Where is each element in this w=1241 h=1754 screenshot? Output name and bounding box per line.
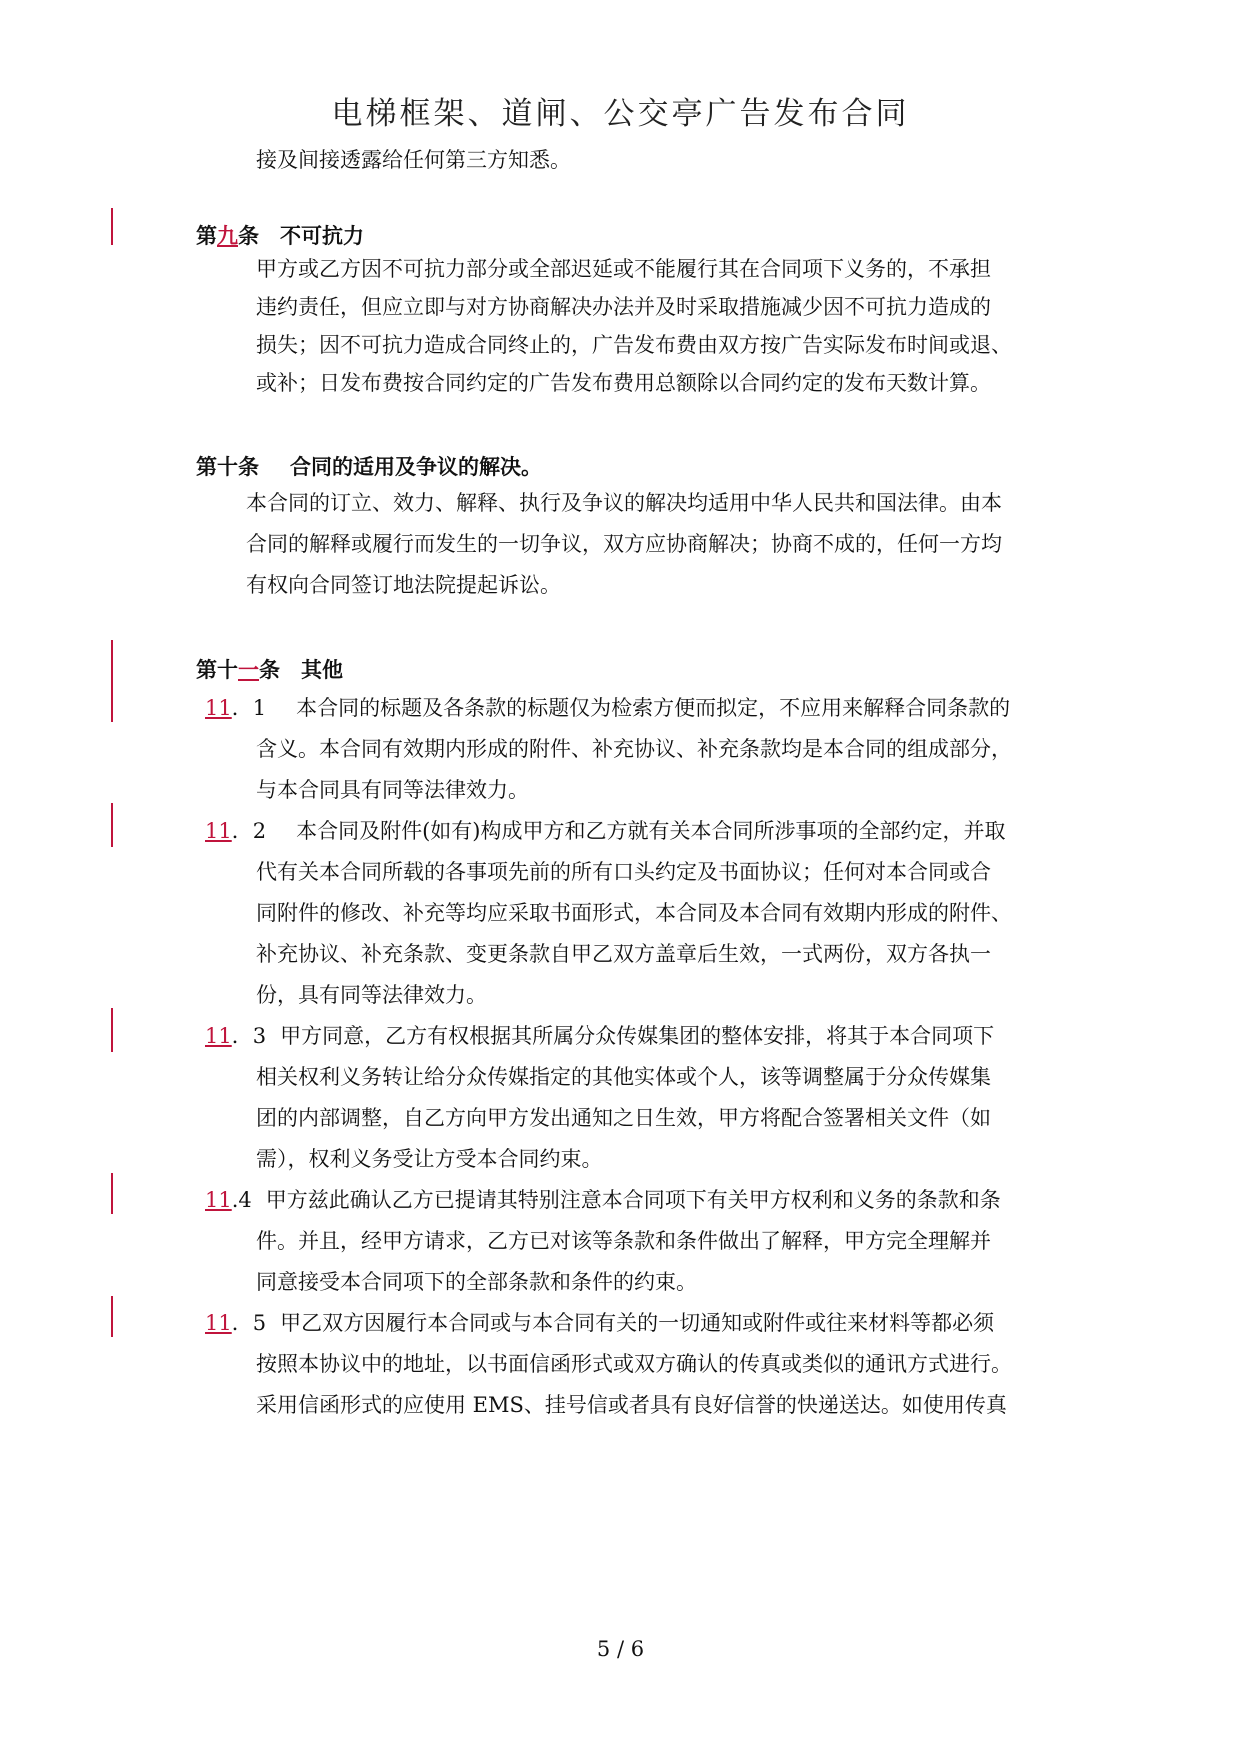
revision-bar [111, 1008, 113, 1052]
clause-number: 11 [205, 696, 232, 720]
clause-number: 11 [205, 1311, 232, 1335]
article-suffix: 条 [259, 658, 280, 682]
article-label: 第十条 [196, 455, 259, 479]
clause-11-4 [205, 1177, 1001, 1223]
clause-11-5 [205, 1300, 994, 1346]
clause-line: 相关权利义务转让给分众传媒指定的其他实体或个人，该等调整属于分众传媒集 [256, 1065, 991, 1089]
clause-sub: ．3 [231, 1024, 267, 1048]
clause-line: 与本合同具有同等法律效力。 [256, 778, 529, 802]
clause-line: 补充协议、补充条款、变更条款自甲乙双方盖章后生效，一式两份，双方各执一 [256, 942, 991, 966]
clause-number: 11 [205, 819, 232, 843]
article-prefix: 第 [196, 224, 217, 248]
article-11-heading [196, 654, 343, 684]
article-title: 不可抗力 [280, 224, 364, 248]
article-10-heading [196, 451, 542, 481]
article-suffix: 条 [238, 224, 259, 248]
article-title: 其他 [301, 658, 343, 682]
clause-first-line: 甲乙双方因履行本合同或与本合同有关的一切通知或附件或往来材料等都必须 [280, 1311, 995, 1335]
article-9-line: 甲方或乙方因不可抗力部分或全部迟延或不能履行其在合同项下义务的，不承担 [256, 257, 991, 281]
article-prefix: 第十 [196, 658, 238, 682]
clause-first-line: 本合同的标题及各条款的标题仅为检索方便而拟定，不应用来解释合同条款的 [296, 696, 1011, 720]
clause-first-line: 本合同及附件(如有)构成甲方和乙方就有关本合同所涉事项的全部约定，并取 [296, 819, 1006, 843]
revision-bar [111, 1173, 113, 1214]
clause-11-3 [205, 1013, 994, 1059]
clause-line: 按照本协议中的地址，以书面信函形式或双方确认的传真或类似的通讯方式进行。 [256, 1352, 1012, 1376]
clause-line: 件。并且，经甲方请求，乙方已对该等条款和条件做出了解释，甲方完全理解并 [256, 1229, 991, 1253]
article-number: 九 [217, 224, 238, 248]
clause-sub: .4 [231, 1188, 252, 1212]
clause-line: 份，具有同等法律效力。 [256, 983, 487, 1007]
clause-line: 同附件的修改、补充等均应采取书面形式，本合同及本合同有效期内形成的附件、 [256, 901, 1012, 925]
page-title: 电梯框架、道闸、公交亭广告发布合同 [331, 96, 910, 132]
clause-number: 11 [205, 1024, 232, 1048]
revision-bar [111, 640, 113, 722]
article-9-line: 违约责任，但应立即与对方协商解决办法并及时采取措施减少因不可抗力造成的 [256, 295, 991, 319]
clause-line: 需），权利义务受让方受本合同约束。 [256, 1147, 603, 1171]
article-10-line: 合同的解释或履行而发生的一切争议，双方应协商解决；协商不成的，任何一方均 [246, 532, 1002, 556]
revision-bar [111, 1296, 113, 1337]
clause-first-line: 甲方同意，乙方有权根据其所属分众传媒集团的整体安排，将其于本合同项下 [280, 1024, 995, 1048]
clause-line: 采用信函形式的应使用 EMS、挂号信或者具有良好信誉的快递送达。如使用传真 [256, 1393, 1007, 1417]
page-number: 5 / 6 [596, 1637, 645, 1661]
article-10-line: 有权向合同签订地法院提起诉讼。 [246, 573, 561, 597]
article-9-line: 损失；因不可抗力造成合同终止的，广告发布费由双方按广告实际发布时间或退、 [256, 333, 1012, 357]
clause-sub: ．2 [231, 819, 267, 843]
clause-line: 代有关本合同所载的各事项先前的所有口头约定及书面协议；任何对本合同或合 [256, 860, 991, 884]
revision-bar [111, 803, 113, 847]
clause-line: 含义。本合同有效期内形成的附件、补充协议、补充条款均是本合同的组成部分， [256, 737, 1012, 761]
clause-line: 同意接受本合同项下的全部条款和条件的约束。 [256, 1270, 697, 1294]
clause-sub: ．1 [231, 696, 267, 720]
article-title: 合同的适用及争议的解决。 [290, 455, 542, 479]
article-9-line: 或补；日发布费按合同约定的广告发布费用总额除以合同约定的发布天数计算。 [256, 371, 991, 395]
clause-first-line: 甲方兹此确认乙方已提请其特别注意本合同项下有关甲方权利和义务的条款和条 [265, 1188, 1001, 1212]
clause-11-2 [205, 808, 1006, 854]
article-10-line: 本合同的订立、效力、解释、执行及争议的解决均适用中华人民共和国法律。由本 [246, 491, 1002, 515]
clause-number: 11 [205, 1188, 232, 1212]
clause-line: 团的内部调整，自乙方向甲方发出通知之日生效，甲方将配合签署相关文件（如 [256, 1106, 991, 1130]
revision-bar [111, 208, 113, 245]
article-number: 一 [238, 658, 259, 682]
intro-line: 接及间接透露给任何第三方知悉。 [256, 148, 571, 172]
clause-11-1 [205, 685, 1010, 731]
clause-sub: ．5 [231, 1311, 267, 1335]
